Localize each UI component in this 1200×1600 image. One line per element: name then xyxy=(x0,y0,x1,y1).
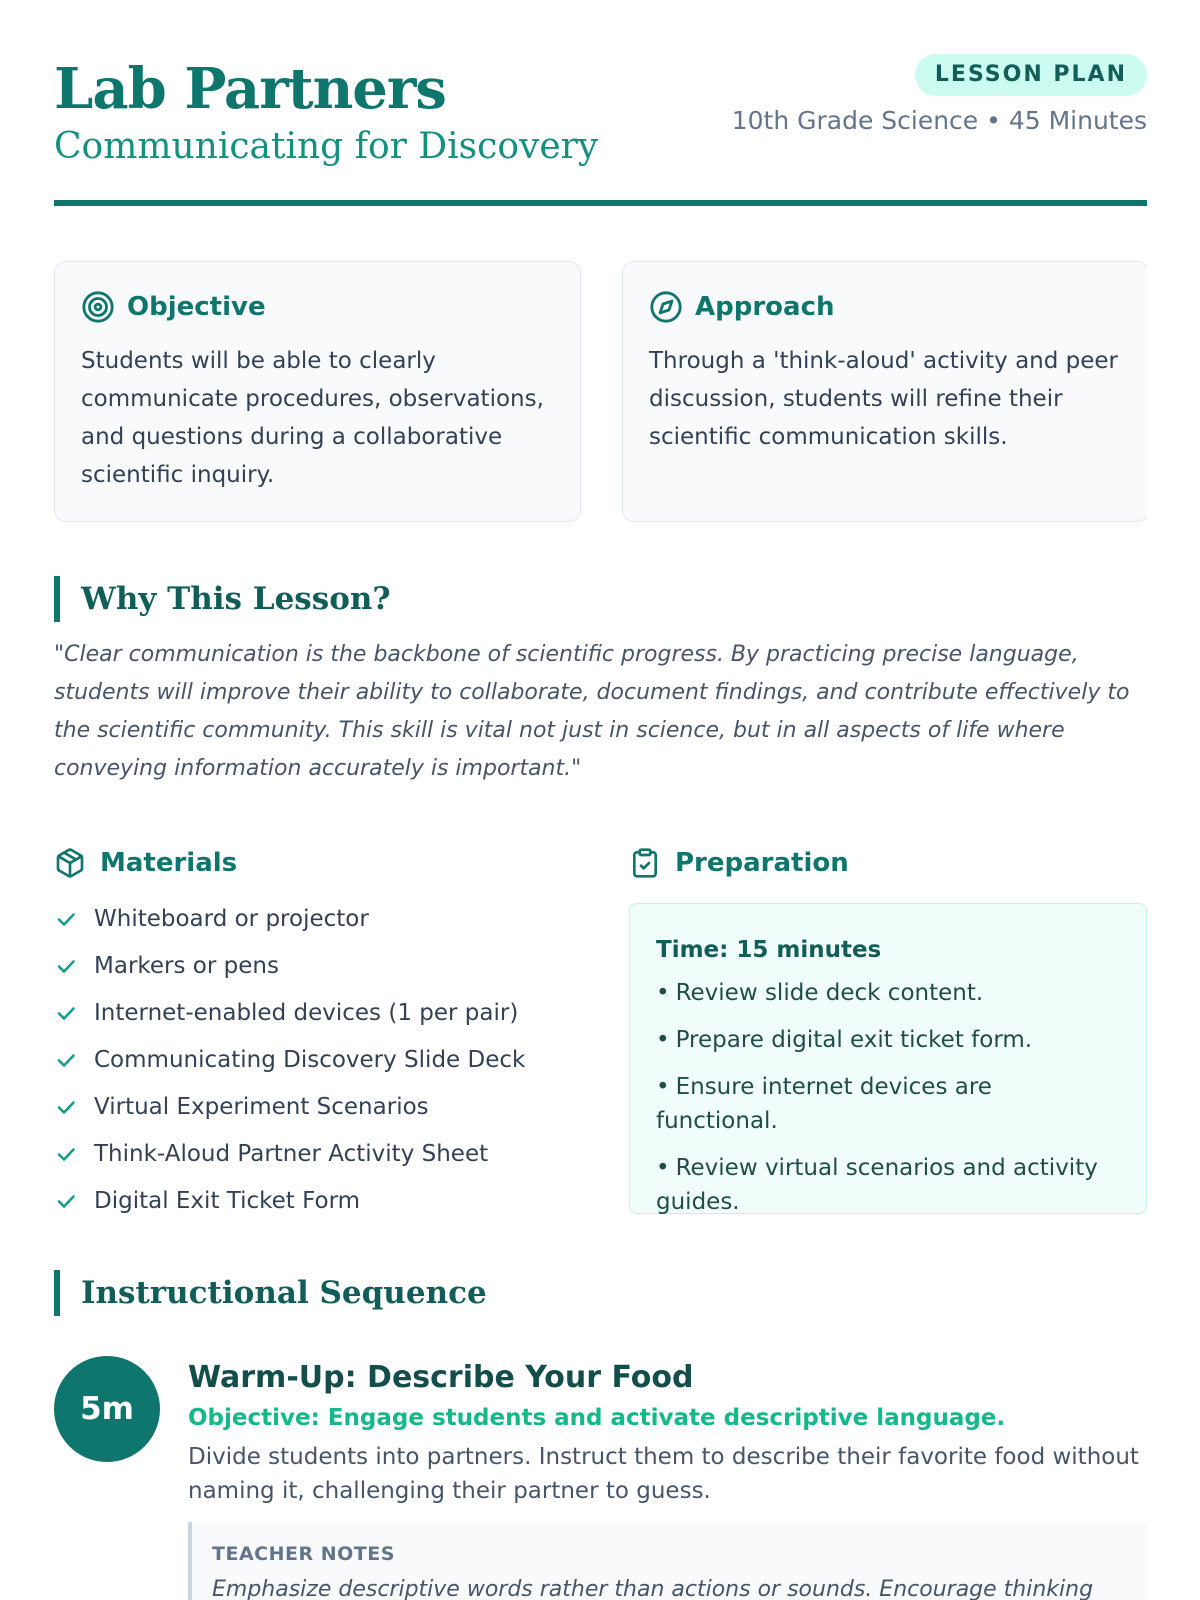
why-quote: "Clear communication is the backbone of scientific progress. By practicing precise language, students will improve their ability to collaborate, document findings, and contribute effectively to the scientific community. This skill is vital not just in science, but in all aspects of life where conveying information accurately is important." xyxy=(54,642,1130,781)
page-title: Lab Partners xyxy=(54,56,446,122)
materials-item xyxy=(54,1083,614,1130)
approach-title: Approach xyxy=(695,292,835,322)
header-divider xyxy=(54,200,1147,206)
objective-title: Objective xyxy=(127,292,266,322)
approach-card xyxy=(622,261,1147,522)
lesson-meta: 10th Grade Science • 45 Minutes xyxy=(731,106,1147,135)
check-icon xyxy=(54,907,78,931)
materials-item-label: Internet-enabled devices (1 per pair) xyxy=(94,999,519,1026)
check-icon xyxy=(54,954,78,978)
box-icon xyxy=(54,847,86,879)
step-title: Warm-Up: Describe Your Food xyxy=(188,1360,694,1395)
header xyxy=(54,50,1147,208)
teacher-notes-label: TEACHER NOTES xyxy=(212,1543,395,1565)
check-icon xyxy=(54,1189,78,1213)
materials-item xyxy=(54,895,614,942)
lesson-plan-page xyxy=(54,0,1147,1600)
materials-item xyxy=(54,1177,614,1224)
step-description: Divide students into partners. Instruct them to describe their favorite food without naming it, challenging their partner to guess. xyxy=(188,1444,1139,1504)
materials-header xyxy=(54,845,237,881)
preparation-header xyxy=(629,845,849,881)
materials-item xyxy=(54,989,614,1036)
materials-item-label: Think-Aloud Partner Activity Sheet xyxy=(94,1140,489,1167)
check-icon xyxy=(54,1048,78,1072)
step-card xyxy=(188,1358,1147,1600)
approach-text: Through a 'think-aloud' activity and peer discussion, students will refine their scientific communication skills. xyxy=(649,348,1119,450)
teacher-notes xyxy=(188,1522,1147,1600)
preparation-title: Preparation xyxy=(675,848,849,878)
approach-header xyxy=(649,290,1122,324)
materials-item-label: Virtual Experiment Scenarios xyxy=(94,1093,429,1120)
lesson-plan-badge: LESSON PLAN xyxy=(915,54,1147,96)
target-icon xyxy=(81,290,115,324)
compass-icon xyxy=(649,290,683,324)
objective-text: Students will be able to clearly communicate procedures, observations, and questions during a collaborative scientific inquiry. xyxy=(81,348,544,488)
materials-item xyxy=(54,1036,614,1083)
materials-item-label: Digital Exit Ticket Form xyxy=(94,1187,361,1214)
preparation-time: Time: 15 minutes xyxy=(656,937,882,963)
check-icon xyxy=(54,1095,78,1119)
preparation-item: • Ensure internet devices are functional. xyxy=(656,1070,1120,1138)
step-duration-badge: 5m xyxy=(54,1356,160,1462)
check-icon xyxy=(54,1142,78,1166)
materials-item-label: Communicating Discovery Slide Deck xyxy=(94,1046,526,1073)
preparation-item: • Review virtual scenarios and activity guides. xyxy=(656,1151,1120,1219)
materials-item xyxy=(54,942,614,989)
preparation-item: • Prepare digital exit ticket form. xyxy=(656,1023,1120,1057)
teacher-notes-text: Emphasize descriptive words rather than actions or sounds. Encourage thinking xyxy=(212,1577,1094,1600)
page-subtitle: Communicating for Discovery xyxy=(54,126,599,167)
why-heading: Why This Lesson? xyxy=(54,576,391,622)
materials-item-label: Markers or pens xyxy=(94,952,279,979)
materials-title: Materials xyxy=(100,848,238,878)
materials-list xyxy=(54,895,614,1224)
step-objective: Objective: Engage students and activate descriptive language. xyxy=(188,1405,1006,1431)
preparation-box xyxy=(629,903,1147,1214)
materials-item-label: Whiteboard or projector xyxy=(94,905,369,932)
clipboard-check-icon xyxy=(629,847,661,879)
preparation-item: • Review slide deck content. xyxy=(656,976,1120,1010)
sequence-heading: Instructional Sequence xyxy=(54,1270,487,1316)
objective-header xyxy=(81,290,554,324)
check-icon xyxy=(54,1001,78,1025)
materials-item xyxy=(54,1130,614,1177)
objective-card xyxy=(54,261,581,522)
preparation-list xyxy=(656,976,1120,1219)
